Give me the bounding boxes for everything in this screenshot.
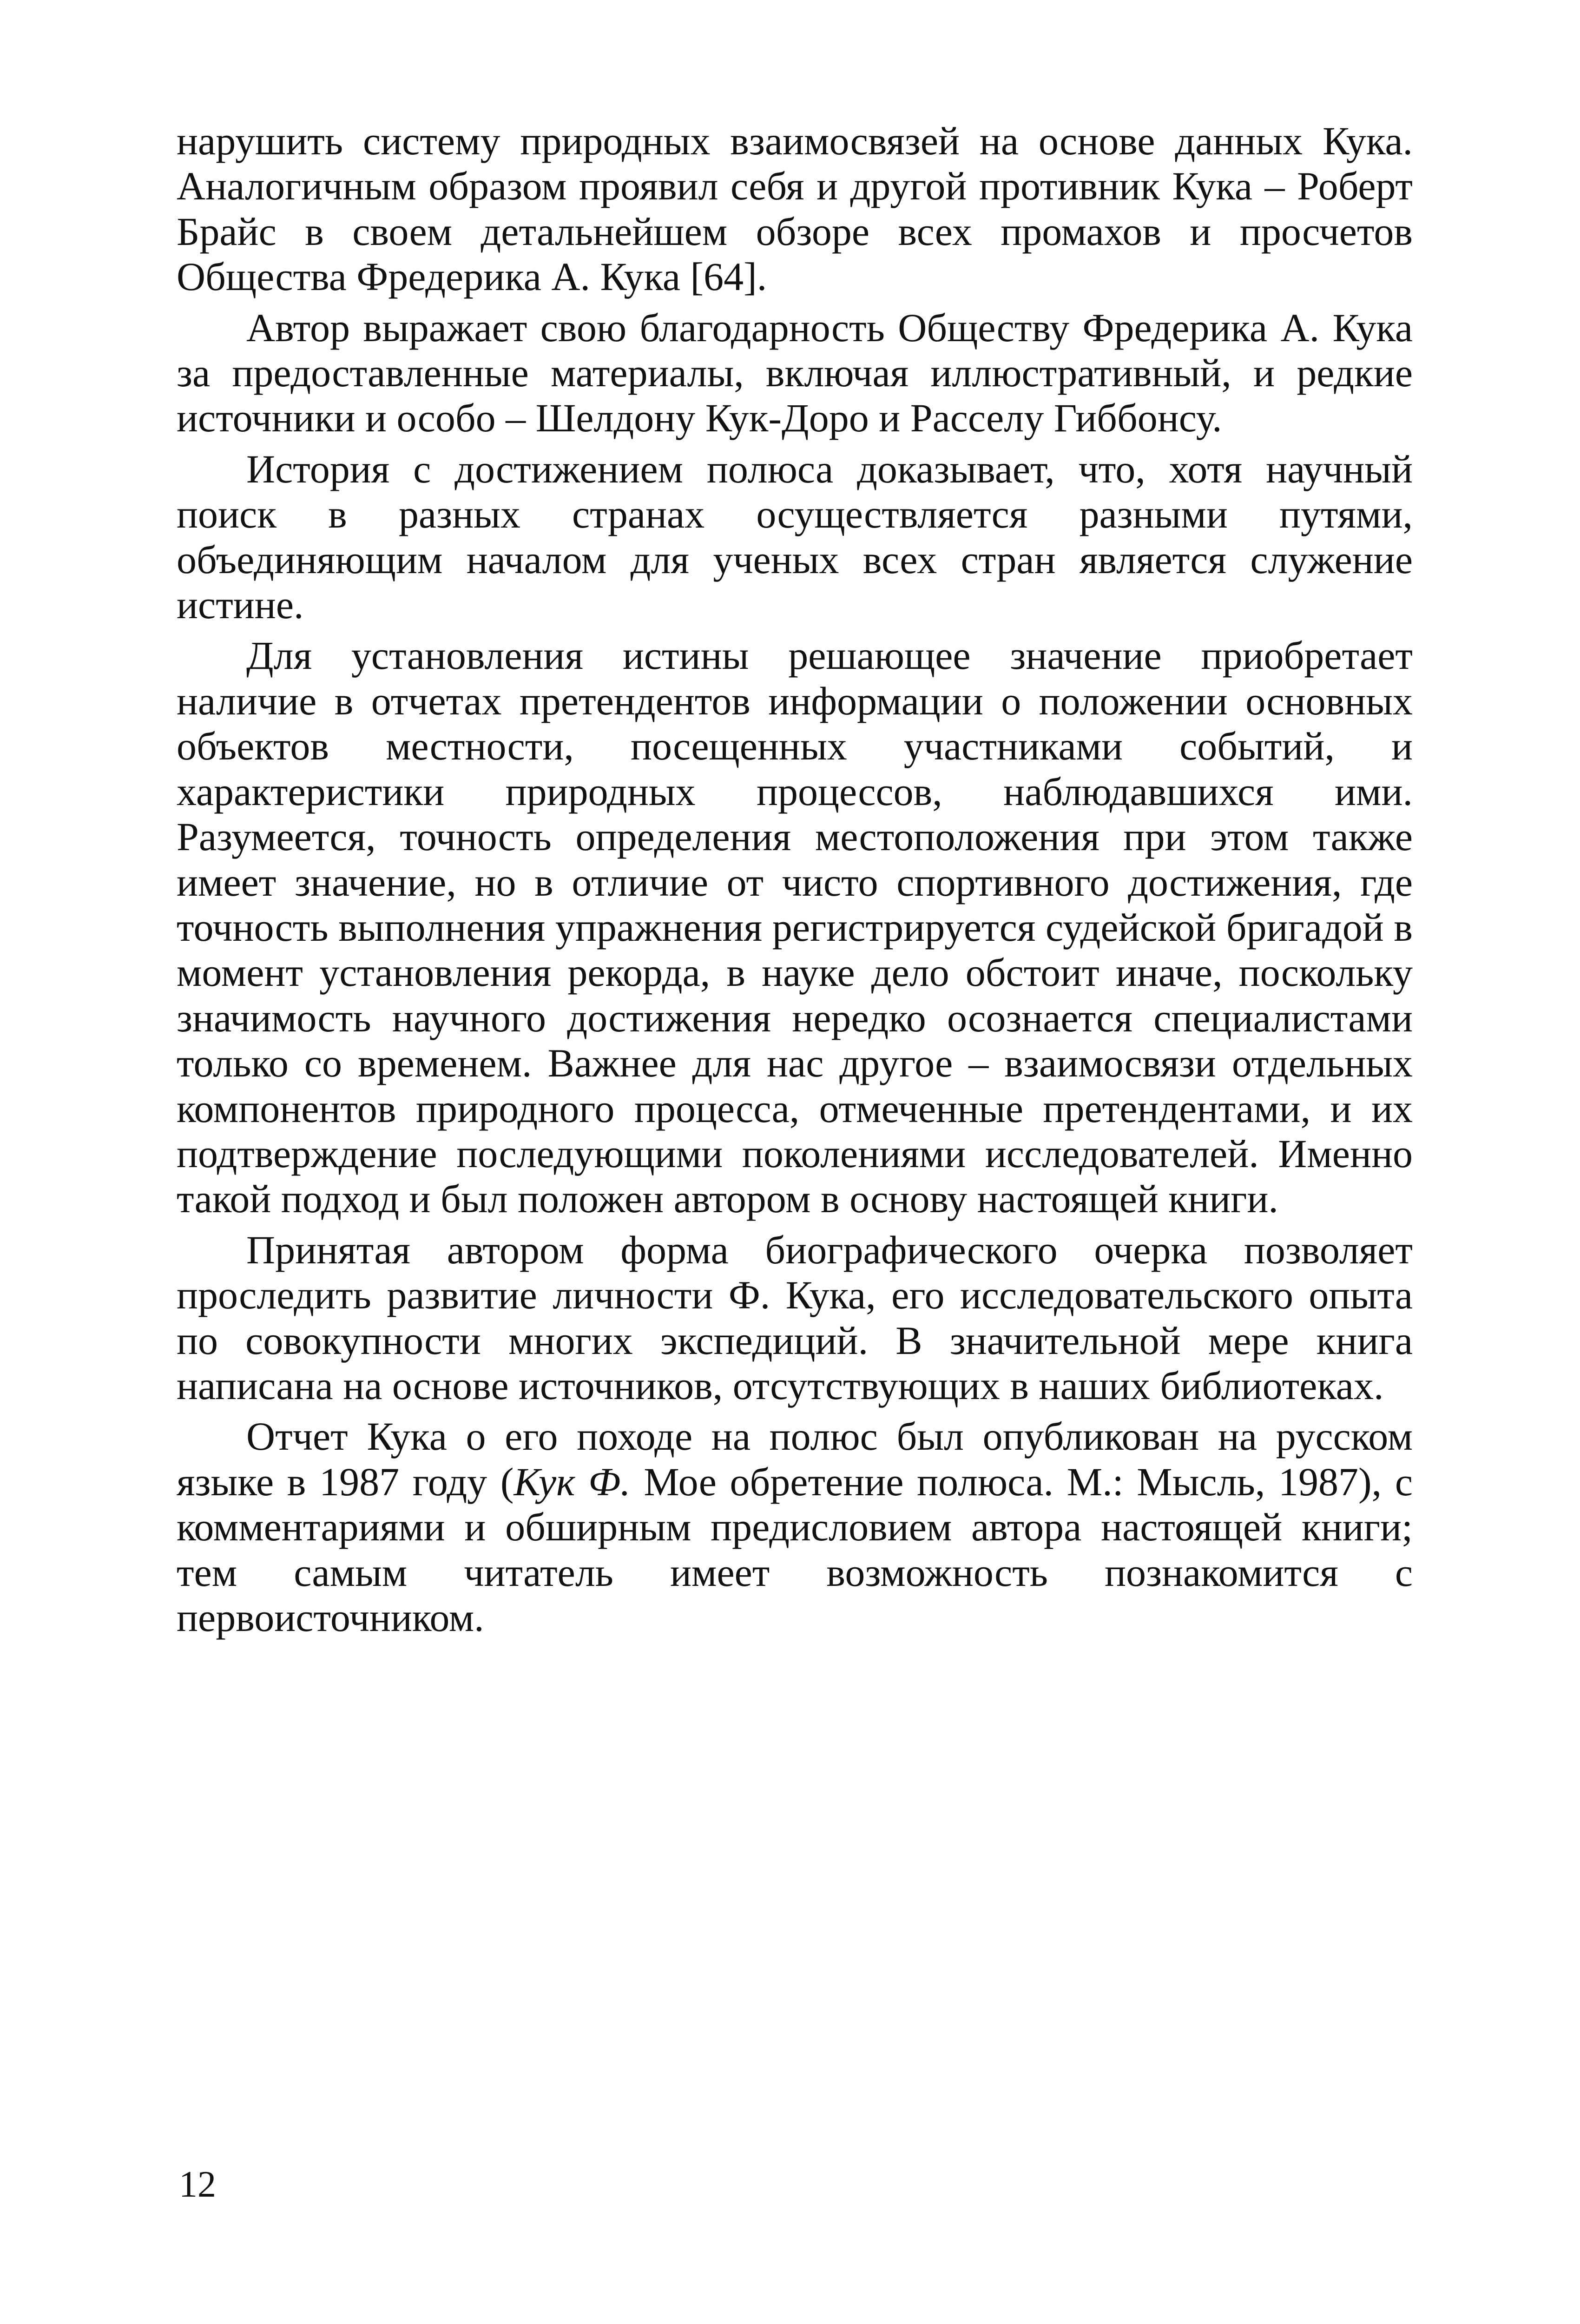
paragraph-3: История с достижением полюса доказывает, что, хотя научный поиск в разных странах осуществляется разными путями, объединяющим началом для ученых всех стран является служение истине.: [177, 446, 1413, 627]
paragraph-6-text-b: Мое обретение полюса. М.: Мысль, 1987), с комментариями и обширным предисловием автора настоящей книги; тем самым читатель имеет возможность познакомится с первоисточником.: [177, 1459, 1413, 1640]
paragraph-4: Для установления истины решающее значение приобретает наличие в отчетах претендентов информации о положении основных объектов местности, посещенных участниками событий, и характеристики природных процессов, наблюдавшихся ими. Разумеется, точность определения местоположения при этом также имеет значение, но в отличие от чисто спортивного достижения, где точность выполнения упражнения регистрируется судейской бригадой в момент установления рекорда, в науке дело обстоит иначе, поскольку значимость научного достижения нередко осознается специалистами только со временем. Важнее для нас другое – взаимосвязи отдельных компонентов природного процесса, отмеченные претендентами, и их подтверждение последующими поколениями исследователей. Именно такой подход и был положен автором в основу настоящей книги.: [177, 633, 1413, 1221]
paragraph-5: Принятая автором форма биографического очерка позволяет проследить развитие личности Ф. Кука, его исследовательского опыта по совокупности многих экспедиций. В значительной мере книга написана на основе источников, отсутствующих в наших библиотеках.: [177, 1227, 1413, 1408]
paragraph-2: Автор выражает свою благодарность Обществу Фредерика А. Кука за предоставленные материалы, включая иллюстративный, и редкие источники и особо – Шелдону Кук-Доро и Расселу Гиббонсу.: [177, 305, 1413, 441]
paragraph-1: нарушить систему природных взаимосвязей на основе данных Кука. Аналогичным образом проявил себя и другой противник Кука – Роберт Брайс в своем детальнейшем обзоре всех промахов и просчетов Общества Фредерика А. Кука [64].: [177, 119, 1413, 299]
page-body: [177, 119, 1413, 1646]
paragraph-6-author-italic: Кук Ф.: [514, 1459, 631, 1504]
paragraph-6: [177, 1414, 1413, 1640]
paragraph-6-text-a: Отчет Кука о его походе на полюс был опубликован на русском языке в 1987 году (: [177, 1414, 1413, 1504]
page-number: 12: [179, 2164, 216, 2205]
